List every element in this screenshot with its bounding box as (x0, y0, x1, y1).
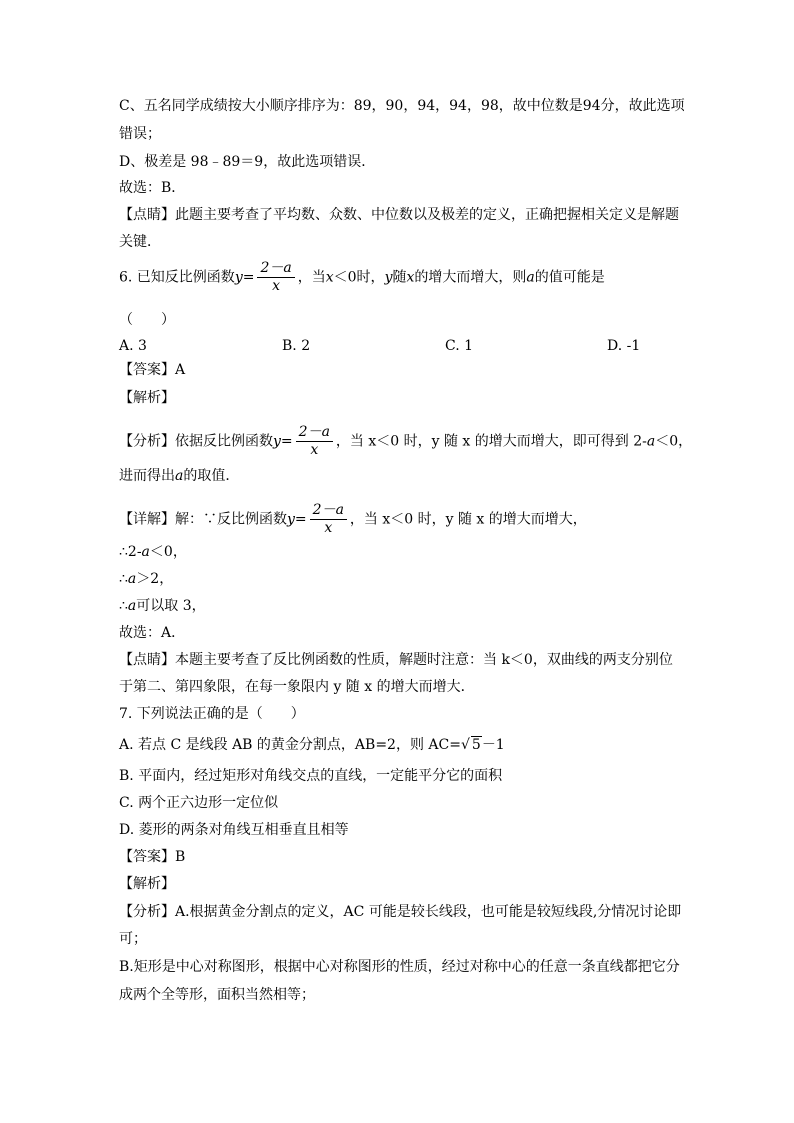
detail-text: 【详解】解：∵反比例函数 (119, 511, 287, 528)
analysis-text: 进而得出 (119, 468, 175, 484)
step-line (119, 596, 206, 616)
var-y: y (273, 433, 281, 450)
analysis-line: 【分析】A.根据黄金分割点的定义，AC 可能是较长线段，也可能是较短线段,分情况讨论即 (119, 904, 682, 920)
answer-label: 【答案】B (119, 849, 186, 865)
step-text: ∴ (119, 571, 128, 587)
fraction (296, 424, 333, 459)
q6-prefix: 6. 已知反比例函数 (119, 269, 235, 286)
analysis-text: 的取值． (183, 468, 240, 484)
analysis-line: B.矩形是中心对称图形，根据中心对称图形的性质，经过对称中心的任意一条直线都把它分 (119, 959, 680, 975)
question-7-title: 7. 下列说法正确的是（ ） (119, 706, 305, 722)
detail-line (119, 502, 587, 537)
choose-line: 故选：A． (119, 625, 186, 641)
q6-text: 随 (392, 269, 407, 286)
step-text: ∴2- (119, 544, 142, 560)
text-line: 【点睛】此题主要考查了平均数、众数、中位数以及极差的定义，正确把握相关定义是解题 (119, 207, 679, 223)
equals: = (294, 511, 307, 528)
analysis-text: 【分析】依据反比例函数 (119, 433, 273, 450)
sqrt-expression (461, 735, 482, 755)
detail-text: ，当 x＜0 时，y 随 x 的增大而增大， (349, 511, 587, 528)
fraction (257, 260, 294, 295)
q7-option-d: D. 菱形的两条对角线互相垂直且相等 (119, 822, 349, 838)
text-line: 错误； (119, 126, 161, 142)
text-line: 关键． (119, 234, 161, 250)
fraction-denominator: x (272, 278, 281, 294)
analysis-line (119, 466, 239, 486)
note-line: 【点睛】本题主要考查了反比例函数的性质，解题时注意：当 k＜0，双曲线的两支分别位 (119, 652, 673, 668)
sqrt-icon: √ (460, 737, 470, 753)
step-text: ＜0， (149, 544, 187, 560)
q6-text: 的值可能是 (534, 269, 605, 286)
q6-text: 的增大而增大，则 (414, 269, 527, 286)
option-c: C. 1 (445, 338, 474, 354)
analysis-line: 成两个全等形，面积当然相等； (119, 987, 315, 1003)
answer-paren: （ ） (119, 312, 175, 328)
analysis-text: ＜0， (655, 433, 693, 450)
var-a: a (175, 468, 184, 484)
fraction (310, 502, 347, 537)
fraction-denominator: x (324, 520, 333, 536)
q7-option-b: B. 平面内，经过矩形对角线交点的直线，一定能平分它的面积 (119, 768, 503, 784)
step-line (119, 569, 173, 589)
step-line (119, 542, 187, 562)
analysis-text: ，当 x＜0 时，y 随 x 的增大而增大，即可得到 2- (335, 433, 647, 450)
fraction-denominator: x (310, 442, 319, 458)
var-a: a (127, 598, 137, 614)
var-a: a (646, 433, 656, 450)
var-a: a (526, 269, 535, 286)
analysis-label: 【解析】 (119, 390, 175, 406)
option-text: －1 (481, 737, 505, 753)
analysis-line: 可； (119, 931, 147, 947)
option-a: A. 3 (119, 338, 147, 354)
radicand: 5 (471, 737, 481, 753)
fraction-numerator: 2－a (296, 424, 333, 442)
var-y: y (384, 269, 393, 286)
var-y: y (234, 269, 243, 286)
var-a: a (127, 571, 137, 587)
question-6 (119, 260, 605, 295)
option-d: D. -1 (607, 338, 641, 354)
text-line: C、五名同学成绩按大小顺序排序为：89，90，94，94，98，故中位数是94分，故此选项 (119, 98, 685, 114)
step-text: ＞2， (136, 571, 174, 587)
var-y: y (287, 511, 295, 528)
text-line: 故选：B． (119, 180, 186, 196)
var-x: x (325, 269, 334, 286)
fraction-numerator: 2－a (310, 502, 347, 520)
option-b: B. 2 (282, 338, 311, 354)
text-line: D、极差是 98﹣89＝9，故此选项错误． (119, 154, 376, 170)
q6-text: ，当 (297, 269, 326, 286)
fraction-numerator: 2－a (257, 260, 294, 278)
var-a: a (141, 544, 150, 560)
q6-text: ＜0时， (333, 269, 385, 286)
analysis-line (119, 424, 692, 459)
answer-label: 【答案】A (119, 362, 186, 378)
equals: = (280, 433, 293, 450)
analysis-label: 【解析】 (119, 876, 175, 892)
var-x: x (406, 269, 415, 286)
q7-option-a (119, 735, 505, 755)
equals: = (242, 269, 255, 286)
q7-option-c: C. 两个正六边形一定位似 (119, 795, 279, 811)
step-text: ∴ (119, 598, 128, 614)
note-line: 于第二、第四象限，在每一象限内 y 随 x 的增大而增大． (119, 679, 475, 695)
option-text: A. 若点 C 是线段 AB 的黄金分割点，AB=2，则 AC= (119, 737, 461, 753)
step-text: 可以取 3， (136, 598, 206, 614)
